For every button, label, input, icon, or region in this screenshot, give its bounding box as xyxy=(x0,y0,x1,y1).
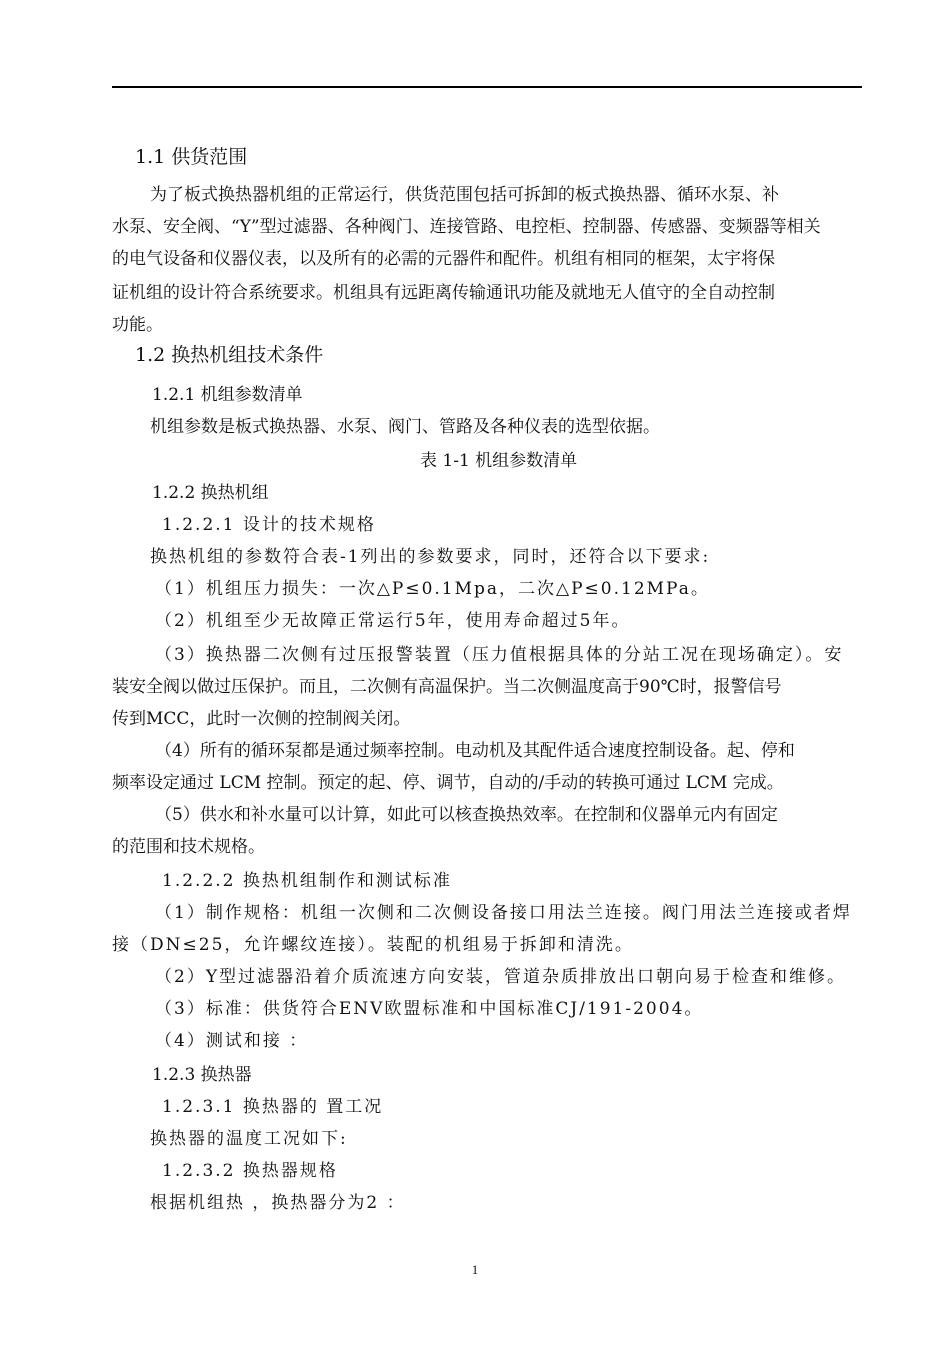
subsection-heading-1-2-3-2: 1.2.3.2 换热器规格 xyxy=(162,1161,338,1181)
section-heading-1-1: 1.1 供货范围 xyxy=(135,146,248,168)
subsection-heading-1-2-2-2: 1.2.2.2 换热机组制作和测试标准 xyxy=(162,871,452,891)
list-item: （1）机组压力损失：一次△P≤0.1Mpa，二次△P≤0.12MPa。 xyxy=(155,579,710,599)
header-rule xyxy=(112,86,862,88)
paragraph-line: 的电气设备和仪器仪表，以及所有的必需的元器件和配件。机组有相同的框架，太宇将保 xyxy=(112,249,775,269)
paragraph-line: 功能。 xyxy=(112,315,163,335)
subsection-heading-1-2-3-1: 1.2.3.1 换热器的 置工况 xyxy=(162,1097,384,1117)
table-caption: 表 1-1 机组参数清单 xyxy=(420,451,578,471)
list-item: （2）机组至少无故障正常运行5年，使用寿命超过5年。 xyxy=(155,611,631,631)
subsection-heading-1-2-3: 1.2.3 换热器 xyxy=(152,1065,252,1085)
subsection-heading-1-2-1: 1.2.1 机组参数清单 xyxy=(152,385,303,405)
list-item: （2）Y型过滤器沿着介质流速方向安装，管道杂质排放出口朝向易于检查和维修。 xyxy=(155,967,847,987)
list-item: （4）所有的循环泵都是通过频率控制。电动机及其配件适合速度控制设备。起、停和 xyxy=(155,741,795,761)
section-heading-1-2: 1.2 换热机组技术条件 xyxy=(135,344,324,366)
subsection-heading-1-2-2-1: 1.2.2.1 设计的技术规格 xyxy=(162,515,376,535)
paragraph-line: 水泵、安全阀、“Y”型过滤器、各种阀门、连接管路、电控柜、控制器、传感器、变频器等相关 xyxy=(112,217,821,237)
paragraph-line: 根据机组热 ，换热器分为2 ： xyxy=(150,1193,406,1213)
list-item: （3）标准：供货符合ENV欧盟标准和中国标准CJ/191-2004。 xyxy=(155,999,704,1019)
paragraph-line: 为了板式换热器机组的正常运行，供货范围包括可拆卸的板式换热器、循环水泵、补 xyxy=(150,185,779,205)
list-item: 接（DN≤25，允许螺纹连接）。装配的机组易于拆卸和清洗。 xyxy=(112,935,634,955)
page-number: 1 xyxy=(471,1262,479,1277)
list-item: （1）制作规格：机组一次侧和二次侧设备接口用法兰连接。阀门用法兰连接或者焊 xyxy=(155,903,852,923)
list-item: 频率设定通过 LCM 控制。预定的起、停、调节，自动的/手动的转换可通过 LCM 完成。 xyxy=(112,773,784,793)
paragraph-line: 换热器的温度工况如下: xyxy=(150,1129,348,1149)
paragraph-line: 换热机组的参数符合表-1列出的参数要求，同时，还符合以下要求: xyxy=(150,547,711,567)
list-item: 装安全阀以做过压保护。而且，二次侧有高温保护。当二次侧温度高于90℃时，报警信号 xyxy=(112,677,782,697)
list-item: 的范围和技术规格。 xyxy=(112,837,265,857)
list-item: （5）供水和补水量可以计算，如此可以核查换热效率。在控制和仪器单元内有固定 xyxy=(155,805,778,825)
paragraph-line: 证机组的设计符合系统要求。机组具有远距离传输通讯功能及就地无人值守的全自动控制 xyxy=(112,283,775,303)
list-item: （3）换热器二次侧有过压报警装置（压力值根据具体的分站工况在现场确定）。安 xyxy=(155,645,844,665)
list-item: （4）测试和接 ： xyxy=(155,1031,309,1051)
paragraph-line: 机组参数是板式换热器、水泵、阀门、管路及各种仪表的选型依据。 xyxy=(150,417,660,437)
list-item: 传到MCC，此时一次侧的控制阀关闭。 xyxy=(112,709,411,729)
subsection-heading-1-2-2: 1.2.2 换热机组 xyxy=(152,483,269,503)
